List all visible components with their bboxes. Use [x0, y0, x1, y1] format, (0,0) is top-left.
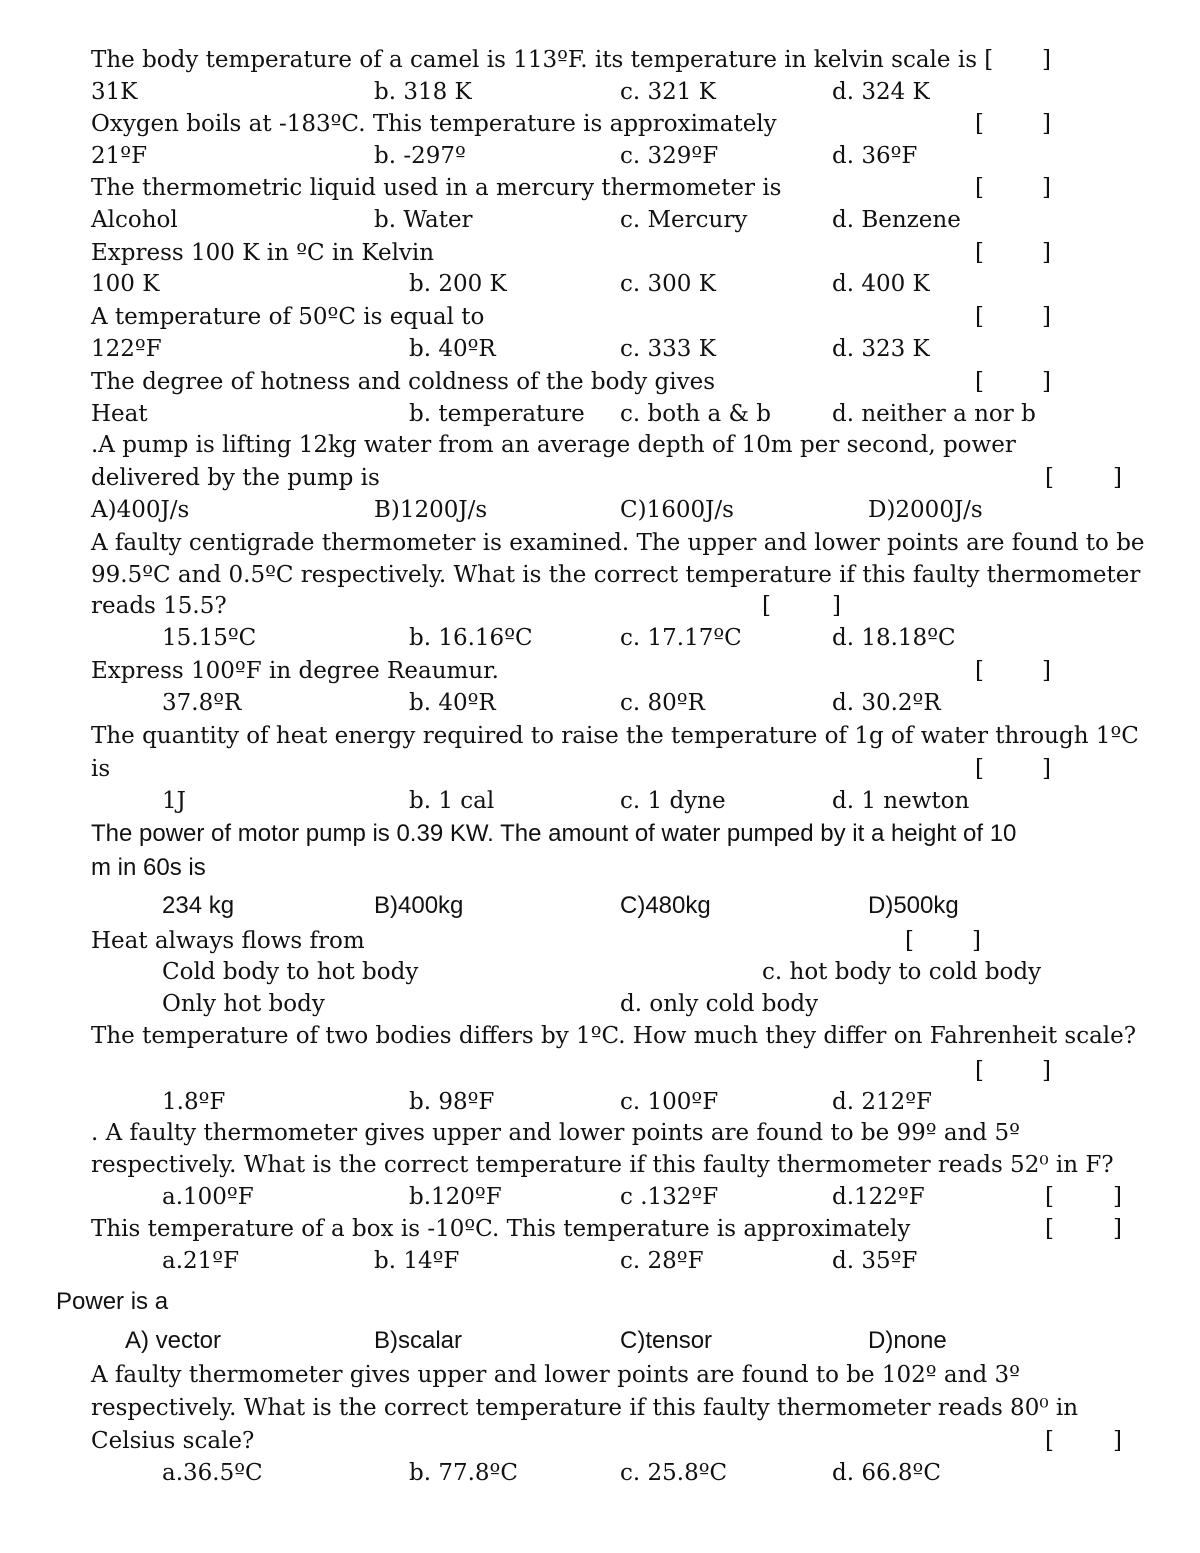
- option-d: d. 400 K: [832, 271, 930, 297]
- option-c: c. 333 K: [620, 336, 716, 362]
- option-b: b. 40ºR: [409, 690, 496, 716]
- answer-bracket-close: ]: [1042, 304, 1051, 330]
- option-d: d. only cold body: [620, 991, 819, 1017]
- question-9-stem: Express 100ºF in degree Reaumur.: [91, 658, 499, 684]
- option-b: b. 98ºF: [409, 1089, 495, 1115]
- option-c: c. 300 K: [620, 271, 716, 297]
- answer-bracket-close: ]: [1113, 465, 1122, 491]
- option-a: a.100ºF: [162, 1184, 254, 1210]
- answer-bracket-close: ]: [1042, 240, 1051, 266]
- option-d: d. 66.8ºC: [832, 1460, 941, 1486]
- option-a: 21ºF: [91, 143, 148, 169]
- question-17-stem: A faulty thermometer gives upper and lower points are found to be 102º and 3º: [91, 1362, 1020, 1388]
- question-12-stem: Heat always flows from: [91, 928, 365, 954]
- option-b: b. temperature: [409, 401, 585, 427]
- answer-bracket-close: ]: [1113, 1216, 1122, 1242]
- answer-bracket-open: [: [975, 369, 984, 395]
- answer-bracket-open: [: [975, 240, 984, 266]
- option-b: b. 40ºR: [409, 336, 496, 362]
- answer-bracket-close: ]: [1042, 658, 1051, 684]
- answer-bracket-open: [: [1045, 1428, 1054, 1454]
- answer-bracket-close: ]: [1042, 175, 1051, 201]
- option-a: Heat: [91, 401, 148, 427]
- option-c: c. 1 dyne: [620, 788, 726, 814]
- question-17-stem-line2: respectively. What is the correct temperature if this faulty thermometer reads 80⁰ in: [91, 1395, 1079, 1421]
- question-1-stem: The body temperature of a camel is 113ºF. its temperature in kelvin scale is [: [91, 47, 994, 73]
- option-b: B)1200J/s: [374, 497, 488, 523]
- question-11-stem: The power of motor pump is 0.39 KW. The amount of water pumped by it a height of 10: [91, 820, 1017, 847]
- answer-bracket-close: ]: [1042, 756, 1051, 782]
- question-14-stem-line2: respectively. What is the correct temperature if this faulty thermometer reads 52⁰ in F?: [91, 1152, 1114, 1178]
- option-c: C)tensor: [620, 1327, 713, 1354]
- option-b: b. 77.8ºC: [409, 1460, 518, 1486]
- question-8-stem-line2: 99.5ºC and 0.5ºC respectively. What is the correct temperature if this faulty thermometer: [91, 562, 1141, 588]
- question-4-stem: Express 100 K in ºC in Kelvin: [91, 240, 435, 266]
- answer-bracket-open: [: [1045, 1216, 1054, 1242]
- question-11-stem-line2: m in 60s is: [91, 854, 206, 881]
- answer-bracket-open: [: [975, 756, 984, 782]
- answer-bracket-open: [: [975, 175, 984, 201]
- option-c: c. 321 K: [620, 79, 716, 105]
- option-c: c. 80ºR: [620, 690, 705, 716]
- question-8-stem-line3: reads 15.5?: [91, 593, 227, 619]
- question-7-stem-line2: delivered by the pump is: [91, 465, 380, 491]
- answer-bracket-open: [: [1045, 465, 1054, 491]
- option-c: c. Mercury: [620, 207, 748, 233]
- option-c: c. 329ºF: [620, 143, 719, 169]
- option-b: b. 318 K: [374, 79, 472, 105]
- question-10-stem: The quantity of heat energy required to raise the temperature of 1g of water through 1ºC: [91, 723, 1139, 749]
- option-b: b. 14ºF: [374, 1248, 460, 1274]
- answer-bracket-open: [: [975, 658, 984, 684]
- option-d: d. 30.2ºR: [832, 690, 941, 716]
- option-a: 31K: [91, 79, 138, 105]
- answer-bracket-close: ]: [1042, 1058, 1051, 1084]
- question-2-stem: Oxygen boils at -183ºC. This temperature is approximately: [91, 111, 777, 137]
- option-a: A) vector: [125, 1327, 222, 1354]
- answer-bracket-open: [: [975, 111, 984, 137]
- answer-bracket-close: ]: [1042, 111, 1051, 137]
- option-c: c. 17.17ºC: [620, 625, 742, 651]
- option-a: 15.15ºC: [162, 625, 257, 651]
- answer-bracket-open: [: [905, 928, 914, 954]
- answer-bracket-close: ]: [1113, 1428, 1122, 1454]
- option-d: d. 323 K: [832, 336, 930, 362]
- option-b: B)scalar: [374, 1327, 463, 1354]
- option-d: d. 1 newton: [832, 788, 970, 814]
- option-b: b. 1 cal: [409, 788, 495, 814]
- answer-bracket-close: ]: [1042, 47, 1051, 73]
- answer-bracket-open: [: [975, 304, 984, 330]
- option-b: b. 16.16ºC: [409, 625, 533, 651]
- option-d: D)500kg: [868, 892, 959, 919]
- answer-bracket-open: [: [1045, 1184, 1054, 1210]
- option-d: d. 324 K: [832, 79, 930, 105]
- question-5-stem: A temperature of 50ºC is equal to: [91, 304, 485, 330]
- option-a: 1J: [162, 788, 186, 814]
- option-b: b. -297º: [374, 143, 466, 169]
- option-d: d. 35ºF: [832, 1248, 918, 1274]
- option-b: B)400kg: [374, 892, 464, 919]
- option-d: D)2000J/s: [868, 497, 983, 523]
- question-16-stem: Power is a: [56, 1288, 169, 1315]
- option-a: 234 kg: [162, 892, 235, 919]
- option-b: b.120ºF: [409, 1184, 502, 1210]
- option-a: a.36.5ºC: [162, 1460, 263, 1486]
- question-13-stem: The temperature of two bodies differs by 1ºC. How much they differ on Fahrenheit scale?: [91, 1023, 1137, 1049]
- option-c: C)1600J/s: [620, 497, 734, 523]
- option-b: Only hot body: [162, 991, 325, 1017]
- answer-bracket-open: [: [975, 1058, 984, 1084]
- option-c: c. 28ºF: [620, 1248, 704, 1274]
- question-8-stem: A faulty centigrade thermometer is examined. The upper and lower points are found to be: [91, 530, 1145, 556]
- option-a: a.21ºF: [162, 1248, 240, 1274]
- option-a: Alcohol: [91, 207, 178, 233]
- answer-bracket-close: ]: [972, 928, 981, 954]
- question-17-stem-line3: Celsius scale?: [91, 1428, 255, 1454]
- option-a: 1.8ºF: [162, 1089, 226, 1115]
- option-d: d. Benzene: [832, 207, 961, 233]
- option-d: d. 212ºF: [832, 1089, 933, 1115]
- option-c: c. both a & b: [620, 401, 771, 427]
- option-a: A)400J/s: [91, 497, 190, 523]
- answer-bracket-close: ]: [832, 593, 841, 619]
- option-c: c. 100ºF: [620, 1089, 719, 1115]
- option-b: b. 200 K: [409, 271, 507, 297]
- answer-bracket-open: [: [762, 593, 771, 619]
- option-a: 122ºF: [91, 336, 162, 362]
- option-a: 100 K: [91, 271, 160, 297]
- option-d: d. 36ºF: [832, 143, 918, 169]
- option-c: C)480kg: [620, 892, 711, 919]
- option-b: b. Water: [374, 207, 473, 233]
- question-14-stem: . A faulty thermometer gives upper and lower points are found to be 99º and 5º: [91, 1120, 1020, 1146]
- option-d: D)none: [868, 1327, 947, 1354]
- option-d: d.122ºF: [832, 1184, 925, 1210]
- question-6-stem: The degree of hotness and coldness of the body gives: [91, 369, 716, 395]
- answer-bracket-close: ]: [1113, 1184, 1122, 1210]
- question-10-stem-line2: is: [91, 756, 111, 782]
- option-c: c. 25.8ºC: [620, 1460, 728, 1486]
- answer-bracket-close: ]: [1042, 369, 1051, 395]
- question-15-stem: This temperature of a box is -10ºC. This temperature is approximately: [91, 1216, 911, 1242]
- option-d: d. neither a nor b: [832, 401, 1036, 427]
- question-3-stem: The thermometric liquid used in a mercury thermometer is: [91, 175, 782, 201]
- question-7-stem: .A pump is lifting 12kg water from an average depth of 10m per second, power: [91, 432, 1016, 458]
- option-a: 37.8ºR: [162, 690, 242, 716]
- option-d: d. 18.18ºC: [832, 625, 956, 651]
- option-c: c .132ºF: [620, 1184, 719, 1210]
- option-a: Cold body to hot body: [162, 959, 419, 985]
- option-c: c. hot body to cold body: [762, 959, 1042, 985]
